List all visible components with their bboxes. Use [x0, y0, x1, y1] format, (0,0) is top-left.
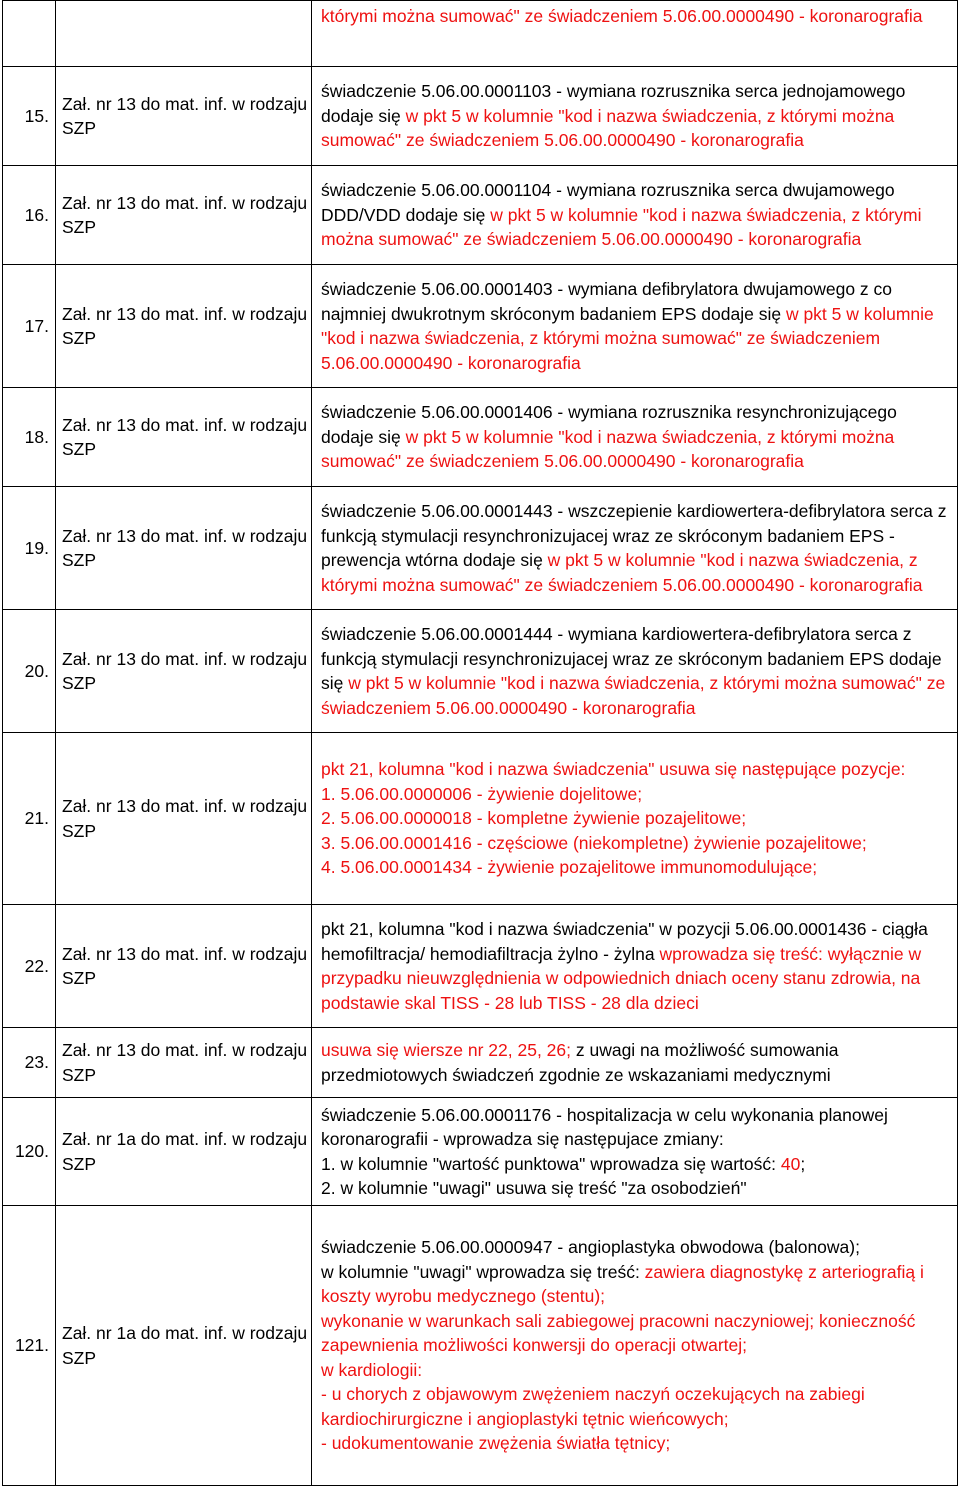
table-row: [3, 1028, 958, 1098]
text-segment: w pkt 5 w kolumnie "kod i nazwa świadczenia, z którymi można sumować" ze świadczeniem 5.06.00.0000490 - koronarografia: [321, 426, 895, 472]
text-segment: świadczenie 5.06.00.0001443 - wszczepienie kardiowertera-defibrylatora serca z funkcją stymulacji resynchronizujacej wraz ze skróconym badaniem EPS - prewencja wtórna dodaje się: [321, 501, 947, 570]
text-segment: wprowadza się treść: wyłącznie w przypadku nieuwzględnienia w odpowiednich dniach oceny stanu zdrowia, na podstawie skal TISS - 28 lub TISS - 28 dla dzieci: [321, 943, 922, 1013]
text-segment: 2. 5.06.00.0000018 - kompletne żywienie pozajelitowe;: [321, 808, 747, 829]
attachment-reference: Zał. nr 13 do mat. inf. w rodzaju SZP: [56, 905, 312, 1028]
text-segment: 3. 5.06.00.0001416 - częściowe (niekompletne) żywienie pozajelitowe;: [321, 832, 867, 853]
text-segment: świadczenie 5.06.00.0001444 - wymiana kardiowertera-defibrylatora serca z funkcją stymulacji resynchronizujacej wraz ze skróconym badaniem EPS dodaje się: [321, 624, 942, 693]
attachment-reference: Zał. nr 13 do mat. inf. w rodzaju SZP: [56, 388, 312, 487]
text-segment: w pkt 5 w kolumnie "kod i nazwa świadczenia, z którymi można sumować" ze świadczeniem 5.06.00.0000490 - koronarografia: [321, 550, 923, 595]
text-segment: świadczenie 5.06.00.0001104 - wymiana rozrusznika serca dwujamowego DDD/VDD dodaje się: [321, 180, 895, 225]
table-row: [3, 487, 958, 610]
amendments-table: [2, 0, 958, 1486]
text-segment: świadczenie 5.06.00.0001403 - wymiana defibrylatora dwujamowego z co najmniej dwukrotnym skróconym badaniem EPS dodaje się: [321, 279, 893, 324]
row-number: 15.: [3, 67, 56, 166]
text-segment: w pkt 5 w kolumnie "kod i nazwa świadczenia, z którymi można sumować" ze świadczeniem 5.06.00.0000490 - koronarografia: [321, 105, 895, 151]
text-segment: w pkt 5 w kolumnie "kod i nazwa świadczenia, z którymi można sumować" ze świadczeniem 5.06.00.0000490 - koronarografia: [321, 303, 934, 373]
text-segment: 2. w kolumnie "uwagi" usuwa się treść "za osobodzień": [321, 1178, 747, 1198]
table-row: [3, 1206, 958, 1486]
text-segment: w pkt 5 w kolumnie "kod i nazwa świadczenia, z którymi można sumować" ze świadczeniem 5.06.00.0000490 - koronarografia: [321, 204, 922, 250]
text-segment: świadczenie 5.06.00.0001406 - wymiana rozrusznika resynchronizującego dodaje się: [321, 402, 897, 447]
table-row: [3, 733, 958, 905]
row-number: 22.: [3, 905, 56, 1028]
row-number: 17.: [3, 265, 56, 388]
table-row-continuation: [3, 1, 958, 67]
table-row: [3, 166, 958, 265]
attachment-reference: Zał. nr 13 do mat. inf. w rodzaju SZP: [56, 67, 312, 166]
change-text-cell: [312, 1098, 958, 1206]
table-row: [3, 1098, 958, 1206]
text-segment: którymi można sumować" ze świadczeniem 5.06.00.0000490 - koronarografia: [321, 6, 923, 26]
attachment-reference: Zał. nr 13 do mat. inf. w rodzaju SZP: [56, 733, 312, 905]
text-segment: 1. w kolumnie "wartość punktowa" wprowadza się wartość:: [321, 1153, 781, 1174]
attachment-reference: Zał. nr 13 do mat. inf. w rodzaju SZP: [56, 265, 312, 388]
text-segment: z uwagi na możliwość sumowania przedmiotowych świadczeń zgodnie ze wskazaniami medycznymi: [321, 1040, 839, 1085]
attachment-reference: Zał. nr 13 do mat. inf. w rodzaju SZP: [56, 610, 312, 733]
change-text-cell: [312, 388, 958, 487]
table-row: [3, 905, 958, 1028]
change-text-cell: [312, 905, 958, 1028]
change-text-cell: [312, 166, 958, 265]
text-segment: 4. 5.06.00.0001434 - żywienie pozajelitowe immunomodulujące;: [321, 857, 818, 878]
num-cell: [3, 1, 56, 67]
text-segment: zawiera diagnostykę z arteriografią i koszty wyrobu medycznego (stentu);: [321, 1261, 924, 1307]
row-number: 20.: [3, 610, 56, 733]
attachment-reference: Zał. nr 1a do mat. inf. w rodzaju SZP: [56, 1206, 312, 1486]
change-text-cell: [312, 733, 958, 905]
text-segment: 1. 5.06.00.0000006 - żywienie dojelitowe;: [321, 783, 643, 804]
attachment-reference: Zał. nr 1a do mat. inf. w rodzaju SZP: [56, 1098, 312, 1206]
text-segment: 40: [780, 1153, 801, 1174]
row-number: 18.: [3, 388, 56, 487]
row-number: 19.: [3, 487, 56, 610]
attachment-reference: Zał. nr 13 do mat. inf. w rodzaju SZP: [56, 487, 312, 610]
change-text-cell: [312, 610, 958, 733]
text-segment: w kardiologii:: [321, 1359, 423, 1380]
text-segment: świadczenie 5.06.00.0001176 - hospitalizacja w celu wykonania planowej koronarografii - wprowadza się następujace zmiany:: [321, 1104, 888, 1149]
row-number: 21.: [3, 733, 56, 905]
table-row: [3, 388, 958, 487]
change-text-cell: [312, 1206, 958, 1486]
attachment-reference: Zał. nr 13 do mat. inf. w rodzaju SZP: [56, 166, 312, 265]
text-segment: świadczenie 5.06.00.0000947 - angioplastyka obwodowa (balonowa);: [321, 1237, 860, 1258]
text-segment: pkt 21, kolumna "kod i nazwa świadczenia" usuwa się następujące pozycje:: [321, 759, 906, 780]
text-segment: - udokumentowanie zwężenia światła tętnicy;: [321, 1433, 671, 1454]
row-number: 23.: [3, 1028, 56, 1098]
row-number: 120.: [3, 1098, 56, 1206]
ref-cell: [56, 1, 312, 67]
table-row: [3, 67, 958, 166]
text-segment: pkt 21, kolumna "kod i nazwa świadczenia" w pozycji 5.06.00.0001436 - ciągła hemofiltracja/ hemodiafiltracja żylno - żylna: [321, 919, 928, 964]
text-segment: wykonanie w warunkach sali zabiegowej pracowni naczyniowej; konieczność zapewnienia możliwości konwersji do operacji otwartej;: [321, 1310, 916, 1356]
row-number: 121.: [3, 1206, 56, 1486]
change-text-cell: [312, 67, 958, 166]
change-text-cell: [312, 487, 958, 610]
text-segment: - u chorych z objawowym zwężeniem naczyń oczekujących na zabiegi kardiochirurgiczne i angioplastyki tętnic wieńcowych;: [321, 1384, 865, 1429]
text-segment: w kolumnie "uwagi" wprowadza się treść:: [321, 1261, 645, 1282]
attachment-reference: Zał. nr 13 do mat. inf. w rodzaju SZP: [56, 1028, 312, 1098]
change-text-cell: [312, 1028, 958, 1098]
table-row: [3, 265, 958, 388]
text-segment: świadczenie 5.06.00.0001103 - wymiana rozrusznika serca jednojamowego dodaje się: [321, 81, 906, 126]
row-number: 16.: [3, 166, 56, 265]
change-text-cell: [312, 1, 958, 67]
text-segment: w pkt 5 w kolumnie "kod i nazwa świadczenia, z którymi można sumować" ze świadczeniem 5.06.00.0000490 - koronarografia: [321, 673, 946, 718]
text-segment: ;: [800, 1153, 806, 1174]
change-text-cell: [312, 265, 958, 388]
table-row: [3, 610, 958, 733]
text-segment: usuwa się wiersze nr 22, 25, 26;: [321, 1040, 571, 1060]
